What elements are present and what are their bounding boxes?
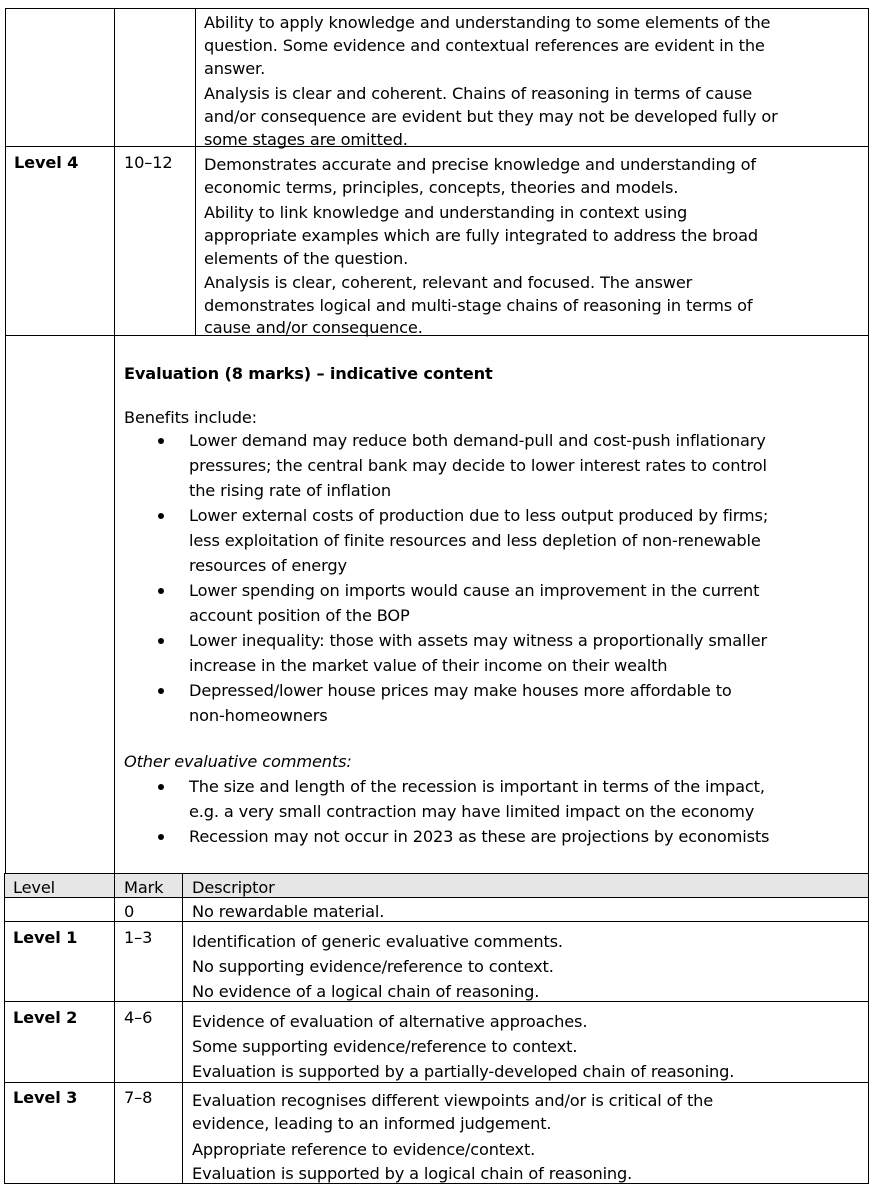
- bullet-icon: [158, 438, 164, 444]
- list-item: Lower spending on imports would cause an improvement in the current: [189, 581, 760, 600]
- descriptor-line: Some supporting evidence/reference to context.: [192, 1037, 578, 1056]
- level-label: Level 2: [13, 1008, 78, 1027]
- descriptor-line: answer.: [204, 59, 266, 78]
- level-label: Level 1: [13, 928, 78, 947]
- mark-range: 7–8: [124, 1088, 153, 1107]
- descriptor-line: Analysis is clear and coherent. Chains of reasoning in terms of cause: [204, 84, 753, 103]
- other-comments-intro: Other evaluative comments:: [124, 752, 352, 771]
- list-item: the rising rate of inflation: [189, 481, 391, 500]
- mark-range: 0: [124, 902, 135, 921]
- bullet-icon: [158, 638, 164, 644]
- column-header-mark: Mark: [124, 878, 164, 897]
- benefits-intro: Benefits include:: [124, 408, 257, 427]
- list-item: resources of energy: [189, 556, 347, 575]
- bullet-icon: [158, 588, 164, 594]
- column-header-level: Level: [13, 878, 55, 897]
- table-border: [5, 8, 869, 9]
- list-item: Lower demand may reduce both demand-pull and cost-push inflationary: [189, 431, 766, 450]
- list-item: less exploitation of finite resources and less depletion of non-renewable: [189, 531, 761, 550]
- table-border: [4, 873, 869, 874]
- list-item: non-homeowners: [189, 706, 328, 725]
- descriptor-line: evidence, leading to an informed judgement.: [192, 1114, 552, 1133]
- bullet-icon: [158, 513, 164, 519]
- table-border: [868, 873, 869, 1183]
- table-border: [868, 8, 869, 874]
- mark-range: 10–12: [124, 153, 173, 172]
- descriptor-line: Evaluation is supported by a logical chain of reasoning.: [192, 1164, 633, 1183]
- bullet-icon: [158, 784, 164, 790]
- mark-range: 4–6: [124, 1008, 153, 1027]
- table-border: [114, 8, 115, 874]
- mark-range: 1–3: [124, 928, 153, 947]
- level-label: Level 3: [13, 1088, 78, 1107]
- list-item: pressures; the central bank may decide to lower interest rates to control: [189, 456, 767, 475]
- section-heading: Evaluation (8 marks) – indicative content: [124, 364, 493, 383]
- list-item: account position of the BOP: [189, 606, 410, 625]
- table-border: [4, 873, 5, 1183]
- descriptor-line: appropriate examples which are fully integrated to address the broad: [204, 226, 758, 245]
- descriptor-line: and/or consequence are evident but they may not be developed fully or: [204, 107, 778, 126]
- level-label: Level 4: [14, 153, 79, 172]
- list-item: increase in the market value of their income on their wealth: [189, 656, 668, 675]
- bullet-icon: [158, 834, 164, 840]
- descriptor-line: cause and/or consequence.: [204, 318, 423, 337]
- list-item: Recession may not occur in 2023 as these are projections by economists: [189, 827, 770, 846]
- descriptor-line: Identification of generic evaluative comments.: [192, 932, 563, 951]
- bullet-icon: [158, 688, 164, 694]
- list-item: Depressed/lower house prices may make houses more affordable to: [189, 681, 732, 700]
- descriptor-line: Ability to link knowledge and understanding in context using: [204, 203, 688, 222]
- descriptor-line: elements of the question.: [204, 249, 409, 268]
- list-item: The size and length of the recession is important in terms of the impact,: [189, 777, 765, 796]
- list-item: Lower external costs of production due to less output produced by firms;: [189, 506, 769, 525]
- descriptor-line: Evidence of evaluation of alternative approaches.: [192, 1012, 588, 1031]
- descriptor-line: Evaluation is supported by a partially-developed chain of reasoning.: [192, 1062, 735, 1081]
- descriptor-line: economic terms, principles, concepts, theories and models.: [204, 178, 679, 197]
- descriptor-line: No supporting evidence/reference to context.: [192, 957, 554, 976]
- table-border: [114, 873, 115, 1183]
- descriptor-line: No evidence of a logical chain of reasoning.: [192, 982, 540, 1001]
- list-item: Lower inequality: those with assets may witness a proportionally smaller: [189, 631, 768, 650]
- descriptor-line: question. Some evidence and contextual references are evident in the: [204, 36, 765, 55]
- descriptor-line: Ability to apply knowledge and understanding to some elements of the: [204, 13, 771, 32]
- column-header-descriptor: Descriptor: [192, 878, 275, 897]
- table-border: [5, 8, 6, 874]
- descriptor-line: Demonstrates accurate and precise knowledge and understanding of: [204, 155, 756, 174]
- table-border: [182, 873, 183, 1183]
- descriptor-line: Evaluation recognises different viewpoints and/or is critical of the: [192, 1091, 714, 1110]
- table-border: [195, 8, 196, 335]
- table-border: [5, 146, 869, 147]
- descriptor-line: No rewardable material.: [192, 902, 385, 921]
- descriptor-line: demonstrates logical and multi-stage chains of reasoning in terms of: [204, 296, 753, 315]
- descriptor-line: Appropriate reference to evidence/context.: [192, 1140, 536, 1159]
- descriptor-line: some stages are omitted.: [204, 130, 408, 149]
- table-border: [5, 335, 869, 336]
- list-item: e.g. a very small contraction may have limited impact on the economy: [189, 802, 755, 821]
- descriptor-line: Analysis is clear, coherent, relevant and focused. The answer: [204, 273, 693, 292]
